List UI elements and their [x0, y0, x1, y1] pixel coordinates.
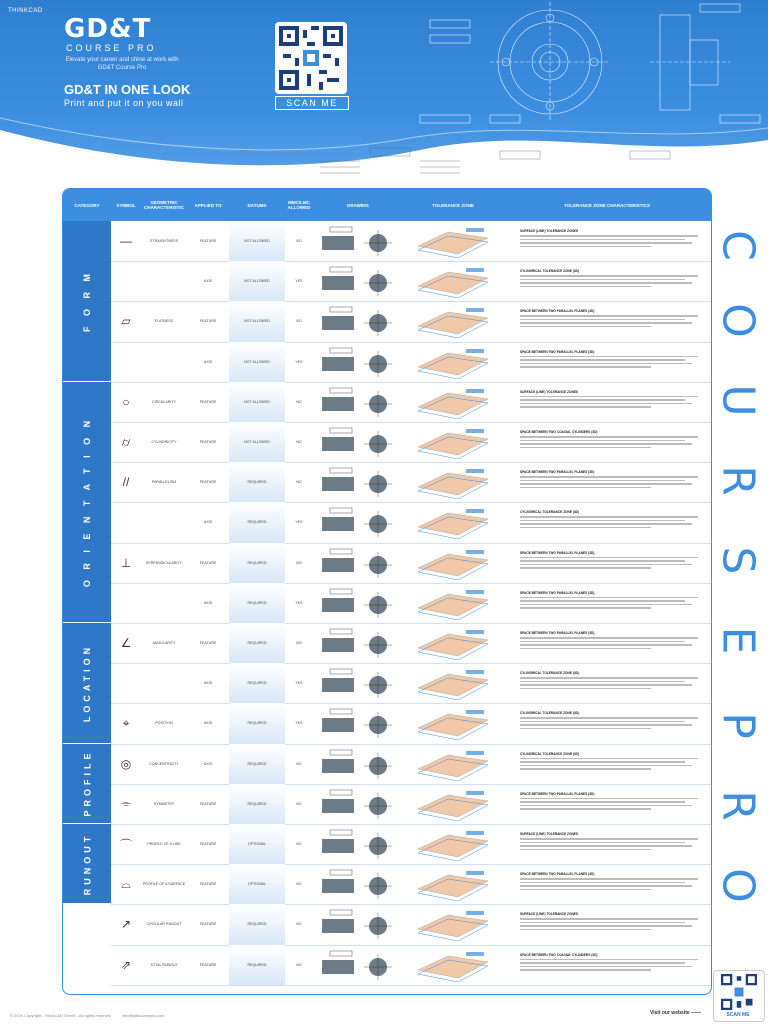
mmc-cell: YES [295, 279, 303, 284]
total-runout-icon: ⇗ [120, 957, 132, 972]
applied-to-cell: AXIS [203, 600, 213, 605]
profile-line-icon: ⌒ [119, 837, 132, 852]
symmetry-icon: ⌯ [121, 796, 131, 811]
applied-to-cell: FEATURE [199, 399, 217, 404]
characteristic-cell: CONCENTRICITY [149, 761, 179, 766]
control-frame-callouts [300, 143, 720, 185]
table-row [111, 824, 711, 865]
mmc-cell: NO [296, 962, 302, 967]
description-lines [520, 516, 707, 528]
vertical-letter: P [712, 712, 764, 739]
tolerance-zone-title: SPACE BETWEEN TWO PARALLEL PLANES (3D) [520, 791, 595, 796]
description-lines [520, 677, 707, 689]
datums-cell: NOT ALLOWED [229, 261, 285, 301]
tolerance-zone-illustration [408, 907, 500, 941]
vertical-letter: R [712, 465, 764, 496]
vertical-letter: E [712, 626, 764, 655]
symbol-cell [111, 342, 141, 382]
datums-cell: NOT ALLOWED [229, 342, 285, 382]
datums-cell: OPTIONAL [229, 824, 285, 864]
header-characteristic: GEOMETRIC CHARACTERISTIC [144, 200, 184, 210]
tolerance-characteristics-cell [516, 342, 711, 382]
datums-cell: REQUIRED [229, 904, 285, 944]
drawing-illustration [316, 907, 400, 941]
characteristic-cell: SYMMETRY [153, 801, 175, 806]
tolerance-characteristics-cell [516, 904, 711, 944]
tolerance-zone-title: CYLINDRICAL TOLERANCE ZONE (3D) [520, 269, 580, 274]
cylindricity-icon: ⌭ [121, 434, 131, 449]
mmc-cell: NO [296, 239, 302, 244]
table-row [111, 784, 711, 825]
tolerance-zone-illustration [408, 425, 500, 459]
characteristic-cell [141, 502, 187, 542]
applied-to-cell: FEATURE [199, 842, 217, 847]
mmc-cell: YES [295, 600, 303, 605]
datums-cell: REQUIRED [229, 543, 285, 583]
circular-runout-icon: ↗ [120, 917, 132, 932]
symbol-cell [111, 502, 141, 542]
headline: GD&T IN ONE LOOK [64, 82, 191, 97]
characteristic-cell: POSITION [155, 721, 173, 726]
description-lines [520, 476, 707, 488]
drawing-illustration [316, 706, 400, 740]
tolerance-characteristics-cell [516, 462, 711, 502]
datums-cell: REQUIRED [229, 703, 285, 743]
tolerance-characteristics-cell [516, 623, 711, 663]
characteristic-cell [141, 583, 187, 623]
tagline: Elevate your career and shine at work with GD&T Course Pro [65, 57, 179, 71]
characteristic-cell [141, 261, 187, 301]
applied-to-cell: FEATURE [199, 882, 217, 887]
mmc-cell: YES [295, 721, 303, 726]
tolerance-zone-title: SPACE BETWEEN TWO PARALLEL PLANES (3D) [520, 872, 595, 877]
characteristic-cell: CIRCULAR RUNOUT [146, 922, 182, 927]
table-row [111, 502, 711, 543]
applied-to-cell: FEATURE [199, 319, 217, 324]
table-row [111, 382, 711, 423]
header-characteristics: TOLERANCE ZONE CHARACTERISTICS [564, 202, 650, 208]
applied-to-cell: FEATURE [199, 641, 217, 646]
description-lines [520, 315, 707, 327]
logo-subtitle: COURSE PRO [66, 43, 157, 53]
perpendicularity-icon: ⊥ [120, 555, 132, 570]
applied-to-cell: FEATURE [199, 801, 217, 806]
vertical-letter: R [712, 790, 764, 821]
tolerance-zone-title: SPACE BETWEEN TWO PARALLEL PLANES (3D) [520, 550, 595, 555]
qr-icon [721, 974, 757, 1010]
mmc-cell: NO [296, 560, 302, 565]
applied-to-cell: FEATURE [199, 560, 217, 565]
tolerance-zone-illustration [408, 867, 500, 901]
category-0 [63, 221, 111, 382]
header-category: CATEGORY [74, 202, 100, 208]
drawing-illustration [316, 586, 400, 620]
table-row [111, 422, 711, 463]
table-row [111, 583, 711, 624]
tolerance-zone-title: SURFACE (LINE) TOLERANCE ZONES [520, 912, 579, 917]
tolerance-zone-illustration [408, 224, 500, 258]
drawing-illustration [316, 626, 400, 660]
mmc-cell: NO [296, 801, 302, 806]
datums-cell: REQUIRED [229, 945, 285, 985]
mmc-cell: YES [295, 681, 303, 686]
header-mmc: MMC/LMC ALLOWED [287, 200, 311, 210]
category-label: F O R M [82, 269, 92, 332]
description-lines [520, 356, 707, 368]
circularity-icon: ○ [122, 394, 130, 409]
mmc-cell: YES [295, 359, 303, 364]
description-lines [520, 235, 707, 247]
tolerance-characteristics-cell [516, 784, 711, 824]
tolerance-characteristics-cell [516, 663, 711, 703]
tolerance-zone-illustration [408, 706, 500, 740]
tolerance-zone-illustration [408, 747, 500, 781]
table-row [111, 342, 711, 383]
applied-to-cell: AXIS [203, 721, 213, 726]
scan-me-small-label: SCAN ME [726, 1012, 750, 1018]
vertical-letter: O [712, 303, 764, 338]
table-row [111, 623, 711, 664]
qr-icon [279, 26, 343, 90]
tolerance-zone-title: SURFACE (LINE) TOLERANCE ZONES [520, 832, 579, 836]
technical-drawing-illustration [400, 0, 768, 145]
description-lines [520, 436, 707, 448]
drawing-illustration [316, 867, 400, 901]
table-row [111, 904, 711, 945]
straightness-icon: — [120, 234, 132, 249]
characteristic-cell [141, 663, 187, 703]
vertical-letter: S [712, 546, 764, 575]
category-label: O R I E N T A T I O N [82, 416, 92, 588]
applied-to-cell: FEATURE [199, 440, 217, 445]
tolerance-zone-title: SPACE BETWEEN TWO PARALLEL PLANES (3D) [520, 309, 595, 314]
tolerance-characteristics-cell [516, 543, 711, 583]
datums-cell: REQUIRED [229, 462, 285, 502]
datums-cell: REQUIRED [229, 663, 285, 703]
tolerance-zone-illustration [408, 304, 500, 338]
profile-surface-icon: ⌓ [121, 876, 131, 891]
drawing-illustration [316, 345, 400, 379]
tolerance-zone-title: SPACE BETWEEN TWO COAXIAL CYLINDERS (3D) [520, 430, 598, 434]
characteristic-cell: FLATNESS [154, 319, 174, 324]
characteristic-cell: STRAIGHTNESS [150, 239, 178, 244]
description-lines [520, 798, 707, 810]
characteristic-cell: CYLINDRICITY [151, 440, 177, 445]
tolerance-zone-illustration [408, 264, 500, 298]
tolerance-zone-title: SPACE BETWEEN TWO PARALLEL PLANES (3D) [520, 470, 595, 475]
applied-to-cell: AXIS [203, 359, 213, 364]
company-name: THINKCAD [8, 8, 43, 14]
hero-banner [0, 0, 768, 185]
tolerance-zone-illustration [408, 586, 500, 620]
subline: Print and put it on you wall [64, 98, 184, 108]
drawing-illustration [316, 224, 400, 258]
header-tolerance-zone: TOLERANCE ZONE [432, 202, 474, 208]
datums-cell: NOT ALLOWED [229, 301, 285, 341]
tolerance-characteristics-cell [516, 703, 711, 743]
symbol-cell [111, 663, 141, 703]
datums-cell: NOT ALLOWED [229, 221, 285, 261]
datums-cell: OPTIONAL [229, 864, 285, 904]
table-row [111, 945, 711, 986]
tolerance-zone-title: SURFACE (LINE) TOLERANCE ZONES [520, 229, 579, 233]
datums-cell: REQUIRED [229, 583, 285, 623]
tolerance-characteristics-cell [516, 744, 711, 784]
drawing-illustration [316, 546, 400, 580]
table-row [111, 864, 711, 905]
tolerance-zone-illustration [408, 948, 500, 982]
applied-to-cell: FEATURE [199, 239, 217, 244]
tolerance-zone-title: SPACE BETWEEN TWO PARALLEL PLANES (3D) [520, 590, 595, 595]
angularity-icon: ∠ [120, 636, 132, 651]
description-lines [520, 597, 707, 609]
tolerance-zone-illustration [408, 626, 500, 660]
characteristic-cell: PARALLELISM [151, 480, 177, 485]
tolerance-zone-illustration [408, 827, 500, 861]
applied-to-cell: FEATURE [199, 962, 217, 967]
drawing-illustration [316, 385, 400, 419]
header-drawing: DRAWING [347, 202, 369, 208]
characteristic-cell [141, 342, 187, 382]
tolerance-zone-illustration [408, 385, 500, 419]
symbol-cell [111, 261, 141, 301]
tolerance-zone-illustration [408, 465, 500, 499]
tolerance-characteristics-cell [516, 502, 711, 542]
mmc-cell: NO [296, 319, 302, 324]
tolerance-zone-title: CYLINDRICAL TOLERANCE ZONE (3D) [520, 671, 580, 676]
header-applied: APPLIED TO [194, 202, 222, 208]
tolerance-zone-title: CYLINDRICAL TOLERANCE ZONE (3D) [520, 751, 580, 756]
applied-to-cell: FEATURE [199, 922, 217, 927]
category-label: RUNOUT [82, 832, 92, 895]
applied-to-cell: AXIS [203, 681, 213, 686]
characteristic-cell: PROFILE OF A LINE [147, 842, 181, 847]
tolerance-zone-illustration [408, 546, 500, 580]
characteristic-cell: PERPENDICULARITY [145, 560, 183, 565]
tolerance-zone-title: CYLINDRICAL TOLERANCE ZONE (3D) [520, 510, 580, 515]
description-lines [520, 758, 707, 770]
gdt-table [62, 188, 712, 995]
parallelism-icon: // [122, 475, 130, 490]
drawing-illustration [316, 787, 400, 821]
category-3 [63, 744, 111, 824]
table-row [111, 703, 711, 744]
symbol-cell [111, 583, 141, 623]
mmc-cell: NO [296, 480, 302, 485]
mmc-cell: NO [296, 641, 302, 646]
description-lines [520, 275, 707, 287]
tolerance-zone-title: SPACE BETWEEN TWO PARALLEL PLANES (3D) [520, 349, 595, 354]
category-4 [63, 824, 111, 904]
header-symbol: SYMBOL [116, 202, 136, 208]
drawing-illustration [316, 304, 400, 338]
flatness-icon: ▱ [121, 314, 131, 329]
description-lines [520, 637, 707, 649]
category-label: LOCATION [82, 643, 93, 722]
tolerance-characteristics-cell [516, 824, 711, 864]
datums-cell: REQUIRED [229, 784, 285, 824]
applied-to-cell: AXIS [203, 761, 213, 766]
characteristic-cell: TOTAL RUNOUT [150, 962, 178, 967]
drawing-illustration [316, 425, 400, 459]
vertical-letter: U [712, 384, 764, 417]
mmc-cell: NO [296, 399, 302, 404]
applied-to-cell: AXIS [203, 279, 213, 284]
datums-cell: REQUIRED [229, 502, 285, 542]
drawing-illustration [316, 505, 400, 539]
tolerance-zone-illustration [408, 666, 500, 700]
mmc-cell: NO [296, 761, 302, 766]
table-row [111, 744, 711, 785]
description-lines [520, 838, 707, 850]
applied-to-cell: AXIS [203, 520, 213, 525]
datums-cell: NOT ALLOWED [229, 422, 285, 462]
drawing-illustration [316, 827, 400, 861]
table-row [111, 543, 711, 584]
tolerance-characteristics-cell [516, 945, 711, 985]
description-lines [520, 396, 707, 408]
tolerance-zone-title: CYLINDRICAL TOLERANCE ZONE (3D) [520, 711, 580, 716]
tolerance-zone-illustration [408, 787, 500, 821]
tolerance-zone-illustration [408, 345, 500, 379]
copyright: © 2024 Copyright - ThinkCAD GmbH - All rights reserved [10, 1013, 111, 1018]
tolerance-characteristics-cell [516, 382, 711, 422]
characteristic-cell: ANGULARITY [152, 641, 176, 646]
tolerance-zone-title: SPACE BETWEEN TWO COAXIAL CYLINDERS (3D) [520, 952, 598, 957]
mmc-cell: NO [296, 842, 302, 847]
table-row [111, 261, 711, 302]
drawing-illustration [316, 264, 400, 298]
tolerance-zone-title: SPACE BETWEEN TWO PARALLEL PLANES (3D) [520, 631, 595, 635]
table-header [63, 189, 711, 221]
email-link[interactable]: info@gdtcoursepro.com [122, 1013, 165, 1018]
datums-cell: NOT ALLOWED [229, 382, 285, 422]
table-row [111, 663, 711, 704]
mmc-cell: YES [295, 520, 303, 525]
tolerance-characteristics-cell [516, 583, 711, 623]
drawing-illustration [316, 465, 400, 499]
mmc-cell: NO [296, 440, 302, 445]
position-icon: ⌖ [122, 715, 130, 730]
vertical-letter: C [712, 230, 764, 261]
tolerance-zone-title: SURFACE (LINE) TOLERANCE ZONES [520, 389, 579, 394]
category-2 [63, 623, 111, 744]
applied-to-cell: FEATURE [199, 480, 217, 485]
description-lines [520, 918, 707, 930]
datums-cell: REQUIRED [229, 744, 285, 784]
tolerance-characteristics-cell [516, 864, 711, 904]
characteristic-cell: PROFILE OF A SURFACE [142, 882, 186, 887]
description-lines [520, 959, 707, 971]
mmc-cell: NO [296, 882, 302, 887]
tolerance-zone-illustration [408, 505, 500, 539]
visit-website-link[interactable]: Visit our website —— [650, 1010, 702, 1016]
mmc-cell: NO [296, 922, 302, 927]
description-lines [520, 557, 707, 569]
table-row [111, 301, 711, 342]
tolerance-characteristics-cell [516, 301, 711, 341]
category-1 [63, 382, 111, 623]
tolerance-characteristics-cell [516, 221, 711, 261]
drawing-illustration [316, 666, 400, 700]
header-datums: DATUMS [247, 202, 267, 208]
table-row [111, 221, 711, 262]
qr-code[interactable] [275, 22, 347, 94]
drawing-illustration [316, 948, 400, 982]
vertical-brand-text [712, 220, 764, 960]
tolerance-characteristics-cell [516, 422, 711, 462]
scan-me-label: SCAN ME [275, 96, 349, 110]
vertical-letter: O [712, 868, 764, 903]
description-lines [520, 878, 707, 890]
logo: GD&T [64, 14, 152, 44]
characteristic-cell: CIRCULARITY [152, 399, 176, 404]
tolerance-characteristics-cell [516, 261, 711, 301]
drawing-illustration [316, 747, 400, 781]
concentricity-icon: ◎ [120, 756, 132, 771]
table-row [111, 462, 711, 503]
datums-cell: REQUIRED [229, 623, 285, 663]
description-lines [520, 717, 707, 729]
category-label: PROFILE [82, 749, 93, 817]
